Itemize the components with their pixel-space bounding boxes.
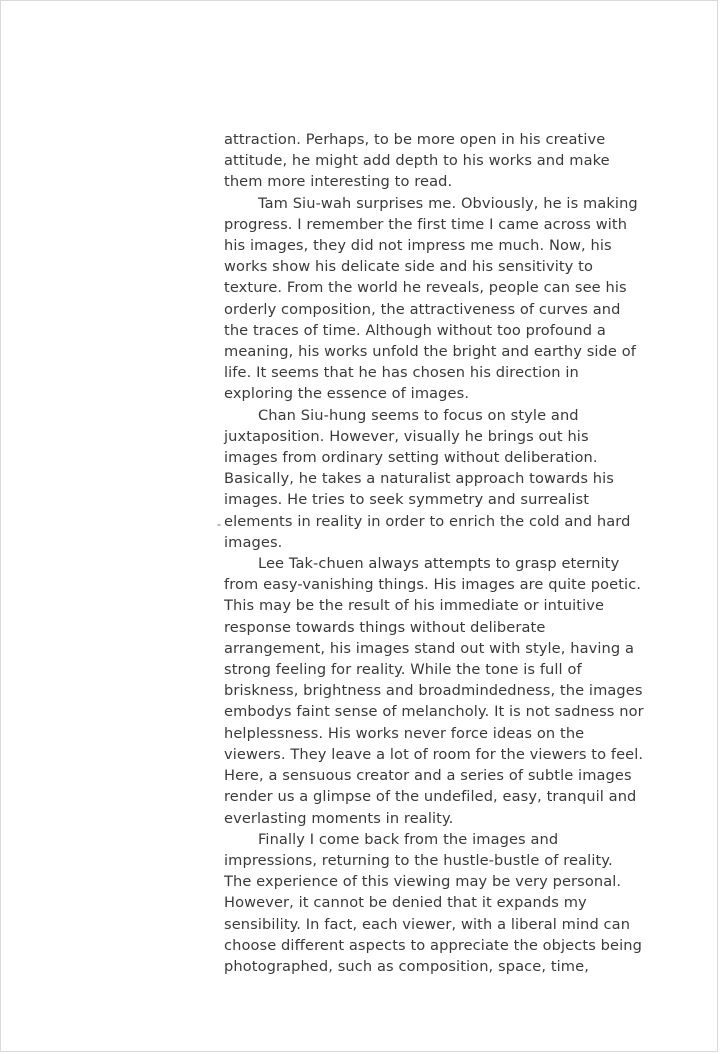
paragraph-5: Finally I come back from the images and impressions, returning to the hustle-bustle of reality. The experience of this viewing may be very personal. However, it cannot be denied that it expands my sensibility. In fact, each viewer, with a liberal mind can choose different aspects to appreciate the objects being photographed, such as composition, space, time, [224,830,642,975]
paragraph-2: Tam Siu-wah surprises me. Obviously, he is making progress. I remember the first time I came across with his images, they did not impress me much. Now, his works show his delicate side and his sensitivity to texture. From the world he reveals, people can see his orderly composition, the attractiveness of curves and the traces of time. Although without too profound a meaning, his works unfold the bright and earthy side of life. It seems that he has chosen his direction in exploring the essence of images. [224,194,638,403]
body-text [224,129,644,977]
paragraph-4: Lee Tak-chuen always attempts to grasp eternity from easy-vanishing things. His images are quite poetic. This may be the result of his immediate or intuitive response towards things without deliberate arrangement, his images stand out with style, having a strong feeling for reality. While the tone is full of briskness, brightness and broadmindedness, the images embodys faint sense of melancholy. It is not sadness nor helplessness. His works never force ideas on the viewers. They leave a lot of room for the viewers to feel. Here, a sensuous creator and a series of subtle images render us a glimpse of the undefiled, easy, tranquil and everlasting moments in reality. [224,555,644,827]
scan-speck [217,524,221,526]
paragraph-1: attraction. Perhaps, to be more open in his creative attitude, he might add depth to his works and make them more interesting to read. [224,131,610,191]
paragraph-3: Chan Siu-hung seems to focus on style and juxtaposition. However, visually he brings out his images from ordinary setting without deliberation. Basically, he takes a naturalist approach towards his images. He tries to seek symmetry and surrealist elements in reality in order to enrich the cold and hard images. [224,406,631,551]
